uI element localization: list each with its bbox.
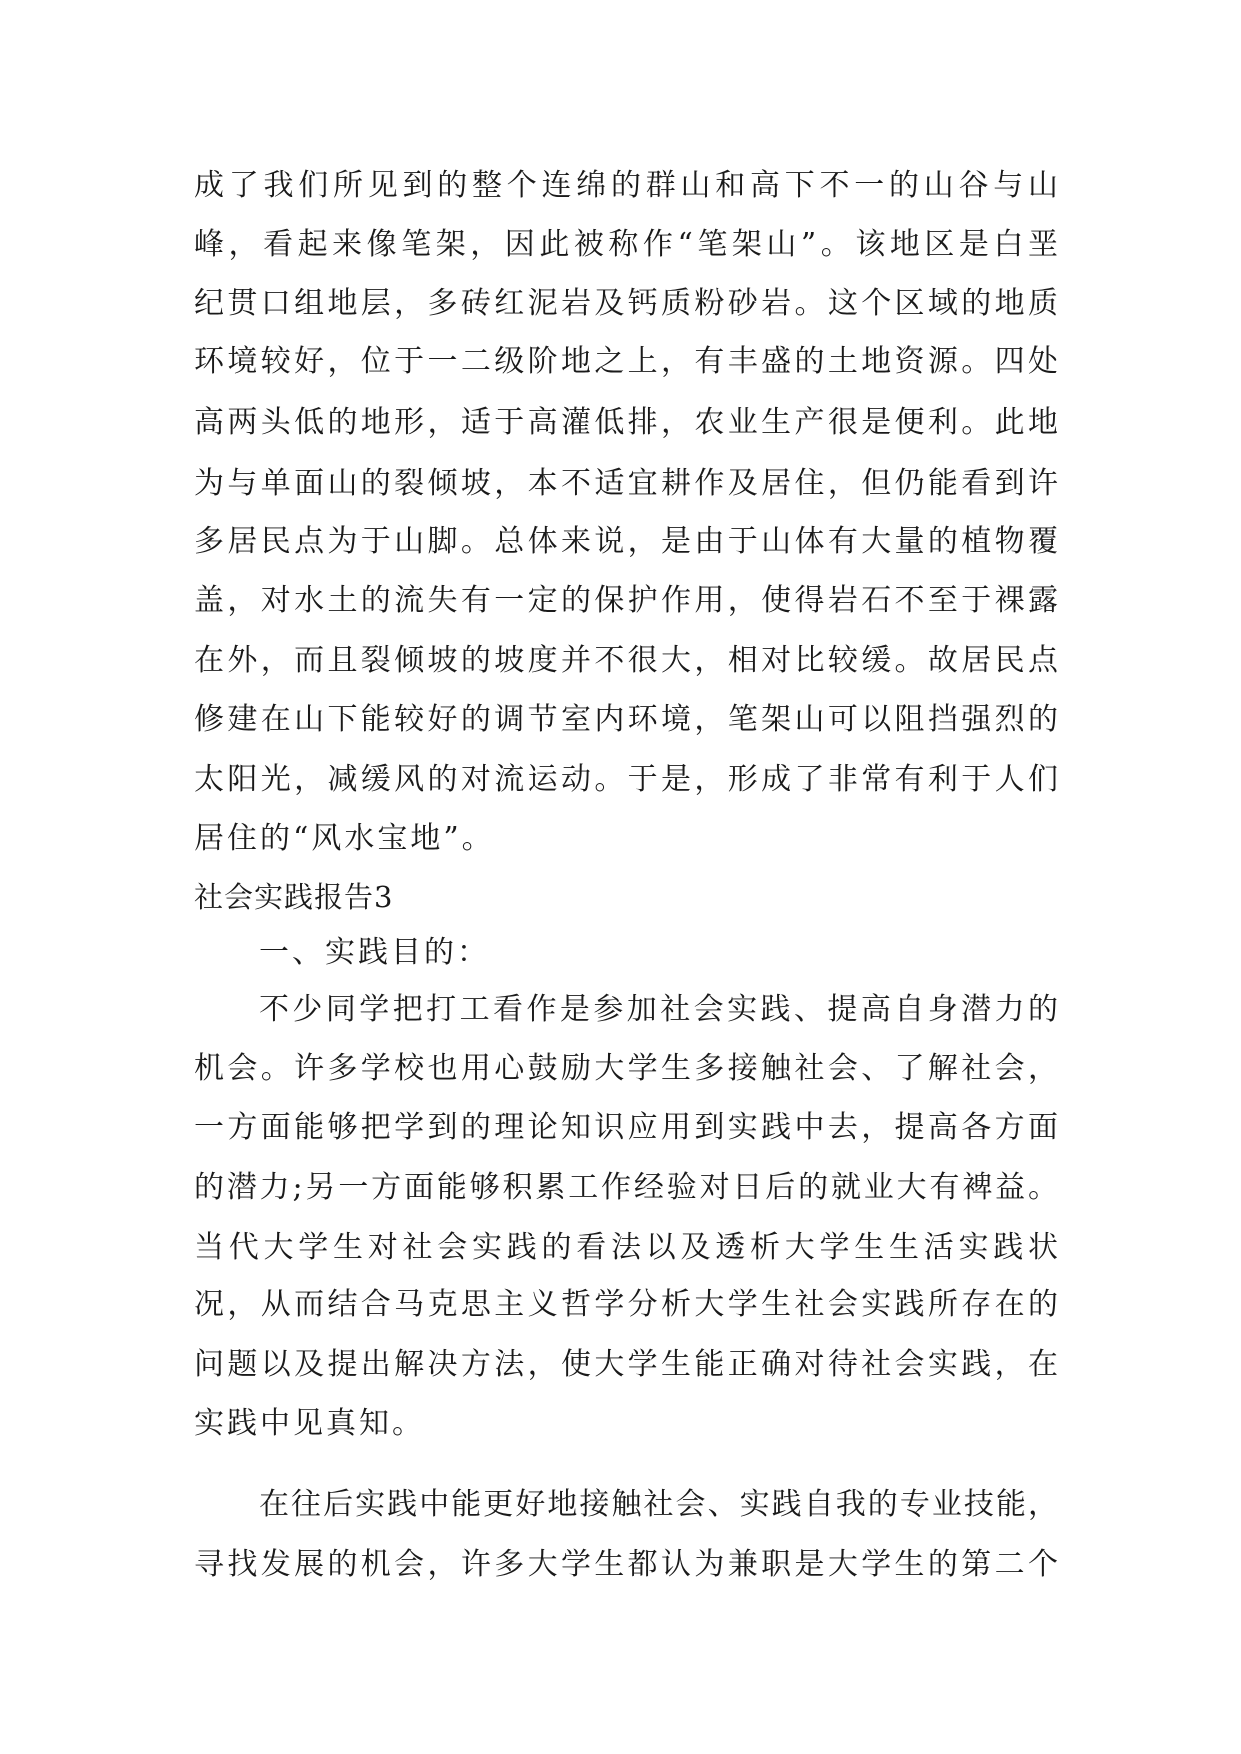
paragraph-line: 不少同学把打工看作是参加社会实践、提高自身潜力的	[259, 992, 1058, 1027]
paragraph-line: 盖，对水土的流失有一定的保护作用，使得岩石不至于裸露	[194, 583, 1058, 618]
report-heading: 社会实践报告3	[194, 880, 394, 914]
paragraph-line: 当代大学生对社会实践的看法以及透析大学生生活实践状	[194, 1230, 1058, 1265]
paragraph-line: 一方面能够把学到的理论知识应用到实践中去，提高各方面	[194, 1110, 1058, 1145]
paragraph-line: 在往后实践中能更好地接触社会、实践自我的专业技能，	[259, 1487, 1058, 1522]
paragraph-line: 成了我们所见到的整个连绵的群山和高下不一的山谷与山	[194, 168, 1058, 203]
paragraph-line: 居住的“风水宝地”。	[194, 821, 495, 856]
paragraph-line: 修建在山下能较好的调节室内环境，笔架山可以阻挡强烈的	[194, 702, 1058, 737]
section-title: 一、实践目的：	[259, 935, 490, 970]
paragraph-line: 环境较好，位于一二级阶地之上，有丰盛的土地资源。四处	[194, 344, 1058, 379]
paragraph-line: 问题以及提出解决方法，使大学生能正确对待社会实践，在	[194, 1347, 1058, 1382]
paragraph-line: 在外，而且裂倾坡的坡度并不很大，相对比较缓。故居民点	[194, 643, 1058, 678]
paragraph-line: 况，从而结合马克思主义哲学分析大学生社会实践所存在的	[194, 1287, 1058, 1322]
paragraph-line: 的潜力;另一方面能够积累工作经验对日后的就业大有裨益。	[194, 1170, 1058, 1205]
paragraph-line: 为与单面山的裂倾坡，本不适宜耕作及居住，但仍能看到许	[194, 466, 1058, 501]
paragraph-line: 太阳光，减缓风的对流运动。于是，形成了非常有利于人们	[194, 762, 1058, 797]
paragraph-line: 多居民点为于山脚。总体来说，是由于山体有大量的植物覆	[194, 524, 1058, 559]
paragraph-line: 机会。许多学校也用心鼓励大学生多接触社会、了解社会，	[194, 1051, 1058, 1086]
paragraph-line: 峰，看起来像笔架，因此被称作“笔架山”。该地区是白垩	[194, 227, 1058, 262]
paragraph-line: 寻找发展的机会，许多大学生都认为兼职是大学生的第二个	[194, 1547, 1058, 1582]
paragraph-line: 高两头低的地形，适于高灌低排，农业生产很是便利。此地	[194, 405, 1058, 440]
paragraph-line: 纪贯口组地层，多砖红泥岩及钙质粉砂岩。这个区域的地质	[194, 286, 1058, 321]
paragraph-line: 实践中见真知。	[194, 1406, 425, 1441]
